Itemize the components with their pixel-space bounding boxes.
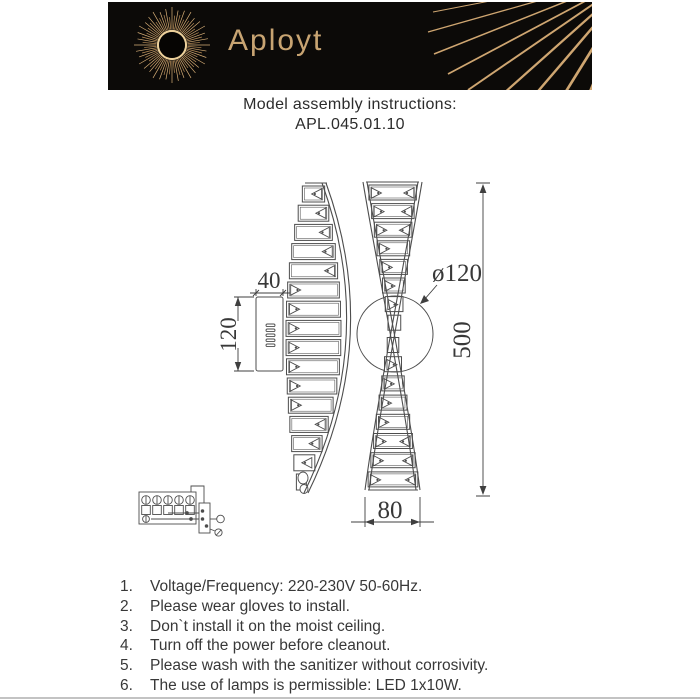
item-text: Voltage/Frequency: 220-230V 50-60Hz. xyxy=(150,578,423,595)
item-number: 3. xyxy=(120,617,133,635)
list-item xyxy=(120,636,590,656)
item-text: The use of lamps is permissible: LED 1x10W. xyxy=(150,676,462,694)
list-item xyxy=(120,577,590,597)
dim-fixture-height: 500 xyxy=(449,321,476,359)
terminal-block-diagram xyxy=(139,486,224,536)
dim-bracket-width: 40 xyxy=(257,268,281,293)
model-number: APL.045.01.10 xyxy=(295,115,405,133)
dim-fixture-width: 80 xyxy=(377,497,403,524)
item-number: 4. xyxy=(120,637,133,655)
list-item xyxy=(120,656,590,676)
dim-bracket-height: 120 xyxy=(216,317,241,352)
side-view-bars xyxy=(286,186,341,494)
item-text: Don`t install it on the moist ceiling. xyxy=(150,617,386,635)
item-number: 1. xyxy=(120,578,133,595)
item-text: Please wear gloves to install. xyxy=(150,597,350,615)
item-number: 5. xyxy=(120,657,133,675)
item-text: Please wash with the sanitizer without corrosivity. xyxy=(150,657,489,675)
page-title: Model assembly instructions: xyxy=(243,96,457,113)
list-item xyxy=(120,617,590,637)
item-number: 2. xyxy=(120,597,133,615)
list-item xyxy=(120,676,590,696)
item-text: Turn off the power before cleanout. xyxy=(150,637,391,655)
dim-backplate-diameter: ø120 xyxy=(432,260,482,287)
wall-bracket xyxy=(256,297,283,371)
instruction-list xyxy=(120,577,590,696)
list-item xyxy=(120,597,590,617)
brand-name: Aployt xyxy=(228,24,324,57)
item-number: 6. xyxy=(120,676,133,694)
page-bottom-divider xyxy=(0,697,700,699)
